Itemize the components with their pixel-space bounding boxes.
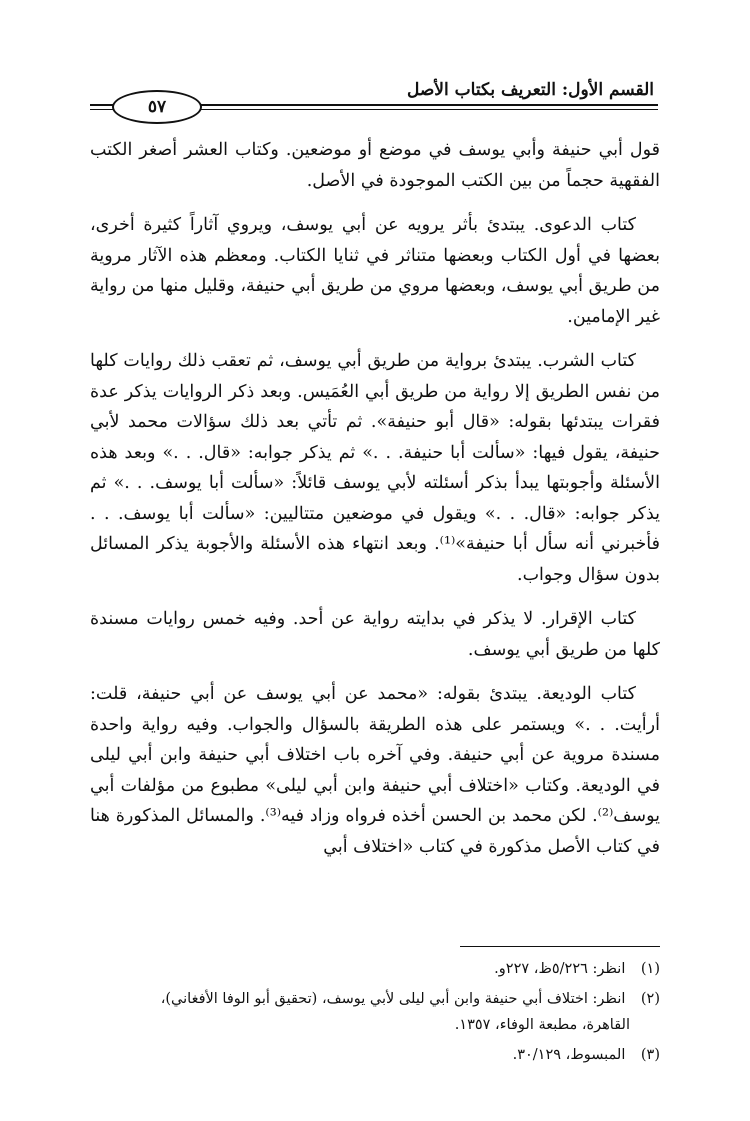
running-header-title: القسم الأول: التعريف بكتاب الأصل [406,80,654,100]
paragraph-4: كتاب الإقرار. لا يذكر في بدايته رواية عن أحد. وفيه خمس روايات مسندة كلها من طريق أبي يوسف. [90,609,660,660]
paragraph-2: كتاب الدعوى. يبتدئ بأثر يرويه عن أبي يوسف، ويروي آثاراً كثيرة أخرى، بعضها في أول الكتاب وبعضها متناثر في ثنايا الكتاب. ومعظم هذه الآثار مروية من طريق أبي يوسف، وبعضها مروي من طريق أبي حنيفة، وقليل منها من رواية غير الإمامين. [90,215,660,327]
footnote-number: (٢) [640,991,660,1007]
footnote-number: (١) [640,961,660,977]
footnote-text: المبسوط، ٣٠/١٢٩. [512,1047,626,1063]
footnote-3 [85,1042,660,1068]
footnote-separator [460,946,660,947]
body-text [90,135,660,876]
footnotes [85,956,660,1072]
paragraph-3: كتاب الشرب. يبتدئ برواية من طريق أبي يوسف، ثم تعقب ذلك روايات كلها من نفس الطريق إلا رواية من طريق أبي العُمَيس. وبعد ذكر الروايات يذكر عدة فقرات يبتدئها بقوله: «قال أبو حنيفة». ثم تأتي بعد ذلك سؤالات محمد لأبي حنيفة، يقول فيها: «سألت أبا حنيفة. . .» ثم يذكر جوابه: «قال. . .» وبعد هذه الأسئلة وأجوبتها يبدأ بذكر أسئلته لأبي يوسف قائلاً: «سألت أبا يوسف. . .» ثم يذكر جوابه: «قال. . .» ويقول في موضعين متتاليين: «سألت أبا يوسف. . . فأخبرني أنه سأل أبا حنيفة»⁽¹⁾. وبعد انتهاء هذه الأسئلة والأجوبة يذكر المسائل بدون سؤال وجواب. [90,351,661,585]
page-number-badge: ٥٧ [112,90,202,124]
footnote-1 [85,956,660,982]
footnote-number: (٣) [640,1047,660,1063]
footnote-text: انظر: اختلاف أبي حنيفة وابن أبي ليلى لأبي يوسف، (تحقيق أبو الوفا الأفغاني)، [160,991,626,1007]
footnote-text-continued: القاهرة، مطبعة الوفاء، ١٣٥٧. [454,1017,630,1033]
footnote-2 [85,986,660,1038]
footnote-text: انظر: ٥/٢٢٦ظ، ٢٢٧و. [494,961,626,977]
paragraph-5: كتاب الوديعة. يبتدئ بقوله: «محمد عن أبي يوسف عن أبي حنيفة، قلت: أرأيت. . .» ويستمر على هذه الطريقة بالسؤال والجواب. وفيه رواية واحدة مسندة مروية عن أبي حنيفة. وفي آخره باب اختلاف أبي حنيفة وابن أبي ليلى في الوديعة. وكتاب «اختلاف أبي حنيفة وابن أبي ليلى» مطبوع من مؤلفات أبي يوسف⁽²⁾. لكن محمد بن الحسن أخذه فرواه وزاد فيه⁽³⁾. والمسائل المذكورة هنا في كتاب الأصل مذكورة في كتاب «اختلاف أبي [90,684,660,857]
paragraph-1: قول أبي حنيفة وأبي يوسف في موضع أو موضعين. وكتاب العشر أصغر الكتب الفقهية حجماً من بين الكتب الموجودة في الأصل. [90,140,660,191]
